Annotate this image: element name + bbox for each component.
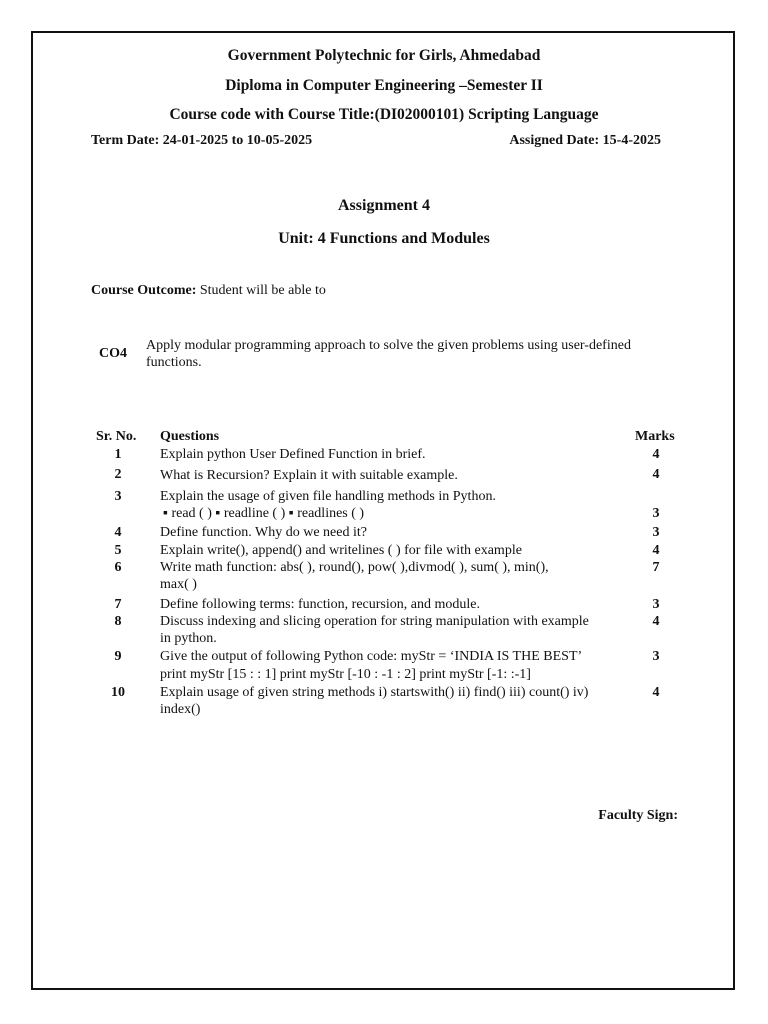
question-text-line2: max( ) xyxy=(160,577,197,592)
question-marks: 7 xyxy=(652,560,660,575)
question-text: Define function. Why do we need it? xyxy=(160,525,367,540)
course-title: Course code with Course Title:(DI02000101) Scripting Language xyxy=(169,106,599,123)
question-number: 1 xyxy=(114,447,122,462)
assignment-title: Assignment 4 xyxy=(337,197,430,214)
question-text: Give the output of following Python code: myStr = ‘INDIA IS THE BEST’ xyxy=(160,649,583,664)
question-text: Write math function: abs( ), round(), pow( ),divmod( ), sum( ), min(), xyxy=(160,560,549,575)
question-text: Define following terms: function, recursion, and module. xyxy=(160,597,480,612)
header-questions: Questions xyxy=(160,429,220,444)
question-text-line2: ▪ read ( ) ▪ readline ( ) ▪ readlines ( ) xyxy=(163,506,365,521)
question-number: 9 xyxy=(114,649,122,664)
question-marks: 4 xyxy=(652,543,660,558)
question-marks: 3 xyxy=(652,597,660,612)
question-number: 3 xyxy=(114,489,122,504)
question-number: 6 xyxy=(114,560,122,575)
question-marks: 3 xyxy=(652,649,660,664)
question-text: Explain usage of given string methods i) startswith() ii) find() iii) count() iv) xyxy=(160,685,589,700)
question-number: 2 xyxy=(114,467,122,482)
header-marks: Marks xyxy=(635,429,675,444)
question-text: Explain the usage of given file handling methods in Python. xyxy=(160,489,496,504)
question-text: Explain write(), append() and writelines ( ) for file with example xyxy=(160,543,522,558)
question-marks: 4 xyxy=(652,685,660,700)
course-outcome-text: Student will be able to xyxy=(196,283,326,298)
header-sr-no: Sr. No. xyxy=(96,429,137,444)
program-name: Diploma in Computer Engineering –Semester II xyxy=(225,77,543,94)
question-marks: 3 xyxy=(652,506,660,521)
question-number: 7 xyxy=(114,597,122,612)
question-text-line2: in python. xyxy=(160,631,217,646)
question-text: Explain python User Defined Function in brief. xyxy=(160,447,426,462)
question-marks: 4 xyxy=(652,467,660,482)
question-number: 8 xyxy=(114,614,122,629)
question-marks: 3 xyxy=(652,525,660,540)
question-number: 10 xyxy=(111,685,125,700)
institute-name: Government Polytechnic for Girls, Ahmedabad xyxy=(227,47,541,64)
term-date: Term Date: 24-01-2025 to 10-05-2025 xyxy=(91,133,313,148)
co-description: Apply modular programming approach to solve the given problems using user-defined functions. xyxy=(146,338,631,370)
assigned-date: Assigned Date: 15-4-2025 xyxy=(509,133,661,148)
co-code: CO4 xyxy=(99,346,127,361)
question-text: What is Recursion? Explain it with suitable example. xyxy=(160,468,458,483)
course-outcome xyxy=(91,283,326,299)
question-text-line2: index() xyxy=(160,702,201,717)
course-outcome-label: Course Outcome: xyxy=(91,283,197,298)
question-number: 4 xyxy=(114,525,122,540)
unit-title: Unit: 4 Functions and Modules xyxy=(278,230,490,247)
faculty-sign: Faculty Sign: xyxy=(598,808,678,823)
question-number: 5 xyxy=(114,543,122,558)
question-marks: 4 xyxy=(652,614,660,629)
question-text-line2: print myStr [15 : : 1] print myStr [-10 : -1 : 2] print myStr [-1: :-1] xyxy=(160,667,531,682)
question-marks: 4 xyxy=(652,447,660,462)
question-text: Discuss indexing and slicing operation for string manipulation with example xyxy=(160,614,589,629)
